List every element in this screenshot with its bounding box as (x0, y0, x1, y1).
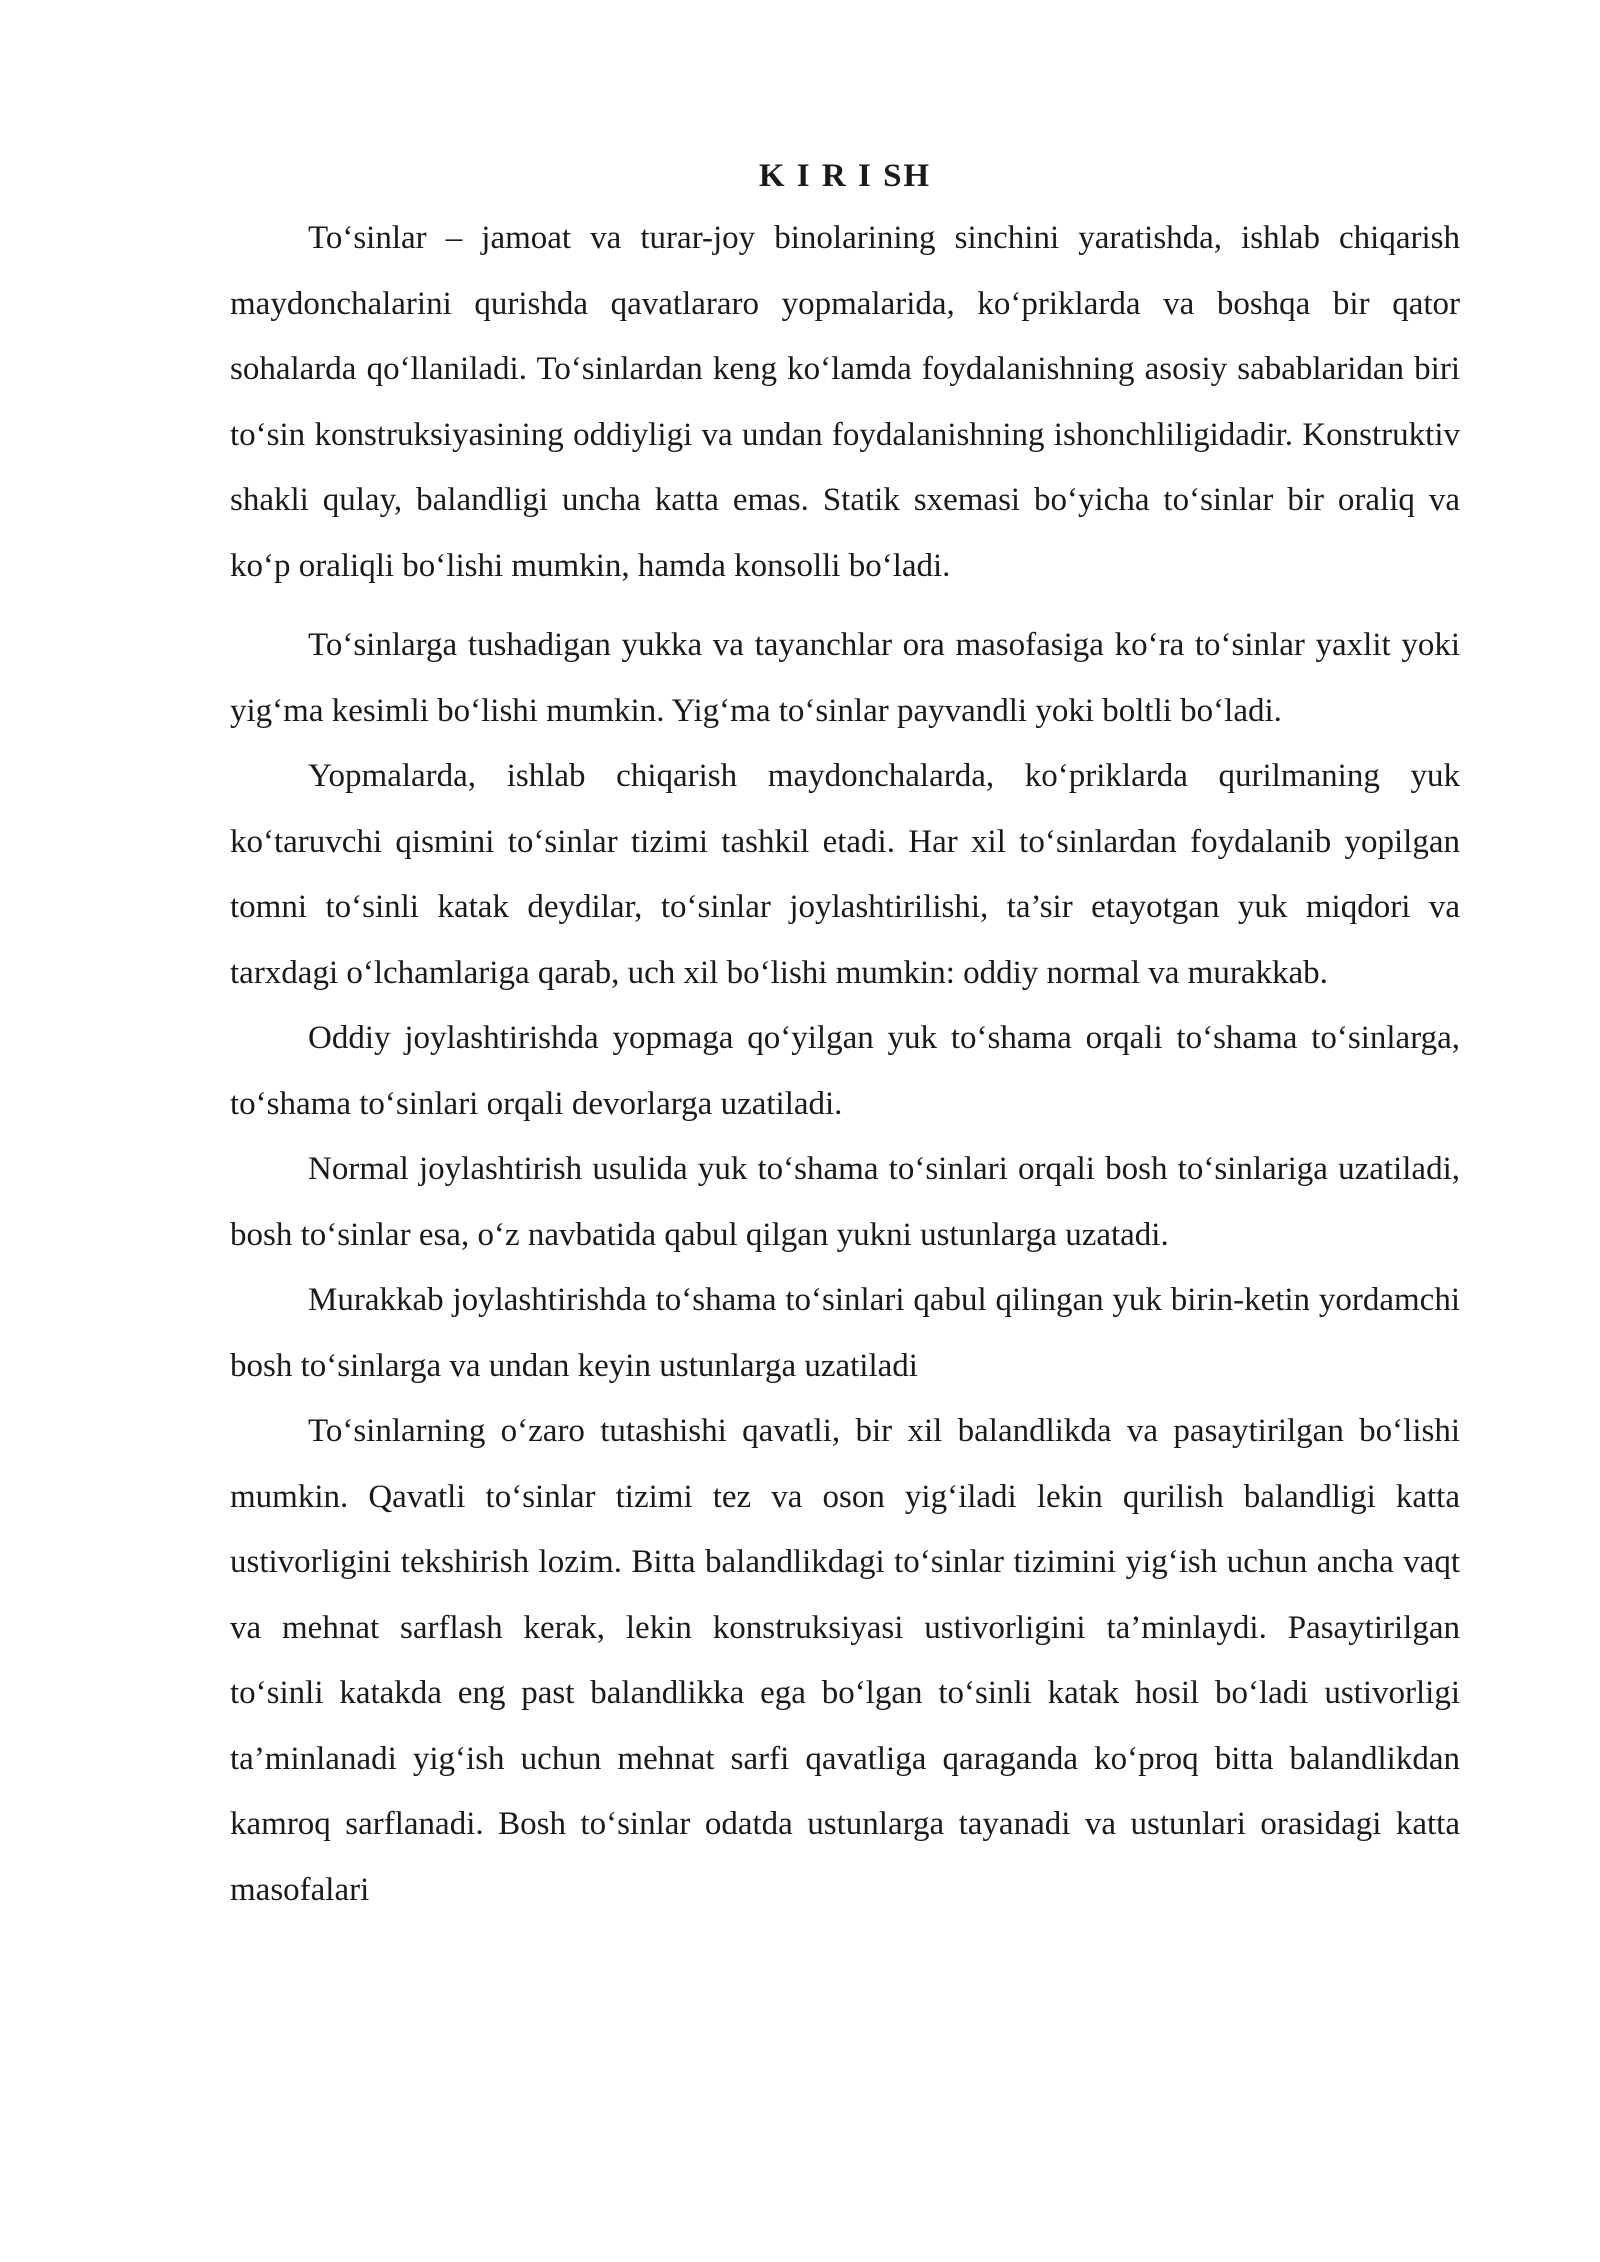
paragraph-4: Oddiy joylashtirishda yopmaga qo‘yilgan yuk to‘shama orqali to‘shama to‘sinlarga, to‘shama to‘sinlari orqali devorlarga uzatiladi. (230, 1020, 1460, 1122)
document-body (230, 152, 1460, 1923)
paragraph-3: Yopmalarda, ishlab chiqarish maydonchalarda, ko‘priklarda qurilmaning yuk ko‘taruvchi qismini to‘sinlar tizimi tashkil etadi. Har xil to‘sinlardan foydalanib yopilgan tomni to‘sinli katak deydilar, to‘sinlar joylashtirilishi, ta’sir etayotgan yuk miqdori va tarxdagi o‘lchamlariga qarab, uch xil bo‘lishi mumkin: oddiy normal va murakkab. (230, 758, 1460, 991)
paragraph-5: Normal joylashtirish usulida yuk to‘shama to‘sinlari orqali bosh to‘sinlariga uzatiladi, bosh to‘sinlar esa, o‘z navbatida qabul qilgan yukni ustunlarga uzatadi. (230, 1151, 1460, 1253)
paragraph-1: To‘sinlar – jamoat va turar-joy binolarining sinchini yaratishda, ishlab chiqarish maydonchalarini qurishda qavatlararo yopmalarida, ko‘priklarda va boshqa bir qator sohalarda qo‘llaniladi. To‘sinlardan keng ko‘lamda foydalanishning asosiy sabablaridan biri to‘sin konstruksiyasining oddiyligi va undan foydalanishning ishonchliligidadir. Konstruktiv shakli qulay, balandligi uncha katta emas. Statik sxemasi bo‘yicha to‘sinlar bir oraliq va ko‘p oraliqli bo‘lishi mumkin, hamda konsolli bo‘ladi. (230, 220, 1460, 584)
paragraph-6: Murakkab joylashtirishda to‘shama to‘sinlari qabul qilingan yuk birin-ketin yordamchi bosh to‘sinlarga va undan keyin ustunlarga uzatiladi (230, 1282, 1460, 1384)
page-title: K I R I SH (758, 158, 932, 194)
paragraph-7: To‘sinlarning o‘zaro tutashishi qavatli, bir xil balandlikda va pasaytirilgan bo‘lishi mumkin. Qavatli to‘sinlar tizimi tez va oson yig‘iladi lekin qurilish balandligi katta ustivorligini tekshirish lozim. Bitta balandlikdagi to‘sinlar tizimini yig‘ish uchun ancha vaqt va mehnat sarflash kerak, lekin konstruksiyasi ustivorligini ta’minlaydi. Pasaytirilgan to‘sinli katakda eng past balandlikka ega bo‘lgan to‘sinli katak hosil bo‘ladi ustivorligi ta’minlanadi yig‘ish uchun mehnat sarfi qavatliga qaraganda ko‘proq bitta balandlikdan kamroq sarflanadi. Bosh to‘sinlar odatda ustunlarga tayanadi va ustunlari orasidagi katta masofalari (230, 1413, 1460, 1908)
paragraph-2: To‘sinlarga tushadigan yukka va tayanchlar ora masofasiga ko‘ra to‘sinlar yaxlit yoki yig‘ma kesimli bo‘lishi mumkin. Yig‘ma to‘sinlar payvandli yoki boltli bo‘ladi. (230, 627, 1460, 729)
